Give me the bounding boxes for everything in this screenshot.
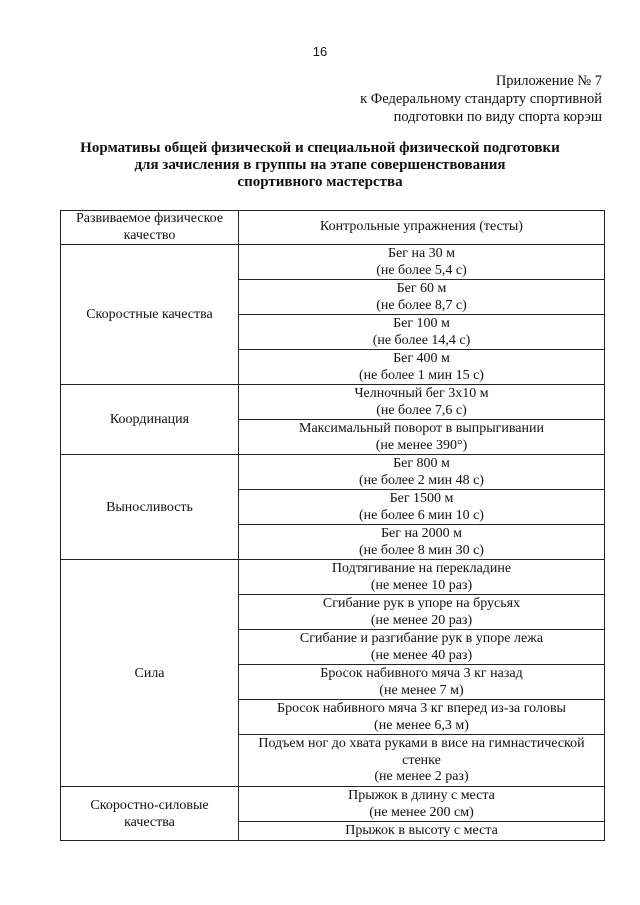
test-cell [239,735,605,787]
test-name: Подъем ног до хвата руками в висе на гимнастической стенке [258,736,585,768]
test-norm: (не более 2 мин 48 с) [359,472,484,488]
test-name: Бег 60 м [396,281,447,296]
appendix-line: Приложение № 7 [495,73,602,89]
title-line: спортивного мастерства [237,174,403,190]
test-name: Бег 1500 м [389,491,454,506]
test-cell [239,280,605,315]
test-name: Бег 400 м [393,351,450,366]
table-row [61,385,605,420]
standards-table [60,210,605,841]
quality-cell: Выносливость [61,455,239,560]
test-norm: (не более 5,4 с) [376,262,467,278]
test-cell [239,420,605,455]
test-cell [239,455,605,490]
test-norm: (не менее 390°) [375,437,468,453]
test-cell [239,665,605,700]
test-cell [239,385,605,420]
test-name: Прыжок в длину с места [348,788,495,803]
appendix-note [360,72,602,126]
test-cell [239,822,605,841]
test-name: Челночный бег 3x10 м [354,386,489,401]
test-cell [239,490,605,525]
test-cell [239,595,605,630]
table-row [61,245,605,280]
test-name: Прыжок в высоту с места [345,823,498,839]
test-name: Бросок набивного мяча 3 кг вперед из-за головы [277,701,566,716]
test-name: Бег на 30 м [387,246,456,261]
test-norm: (не менее 7 м) [379,682,464,698]
page-number: 16 [312,44,328,59]
test-name: Бег на 2000 м [380,526,463,541]
test-cell [239,630,605,665]
test-cell [239,560,605,595]
test-norm: (не более 14,4 с) [372,332,471,348]
title-line: Нормативы общей физической и специальной физической подготовки [80,140,560,156]
test-norm: (не менее 6,3 м) [374,717,469,733]
table-row [61,787,605,822]
test-name: Бег 800 м [393,456,450,471]
test-cell [239,315,605,350]
quality-cell: Сила [61,560,239,787]
test-norm: (не более 8 мин 30 с) [359,542,484,558]
test-name: Максимальный поворот в выпрыгивании [299,421,544,436]
quality-cell: Скоростные качества [61,245,239,385]
title-line: для зачисления в группы на этапе совершенствования [134,157,506,173]
test-cell [239,787,605,822]
table-row [61,560,605,595]
table-row [61,455,605,490]
test-norm: (не менее 10 раз) [370,577,473,593]
test-norm: (не менее 40 раз) [370,647,473,663]
table-header-row [61,211,605,245]
test-cell [239,525,605,560]
appendix-line: к Федеральному стандарту спортивной [360,91,602,107]
test-cell [239,350,605,385]
test-name: Бег 100 м [393,316,450,331]
test-name: Подтягивание на перекладине [331,561,512,576]
test-norm: (не более 8,7 с) [376,297,467,313]
quality-cell: Скоростно-силовые качества [61,787,239,841]
test-name: Сгибание рук в упоре на брусьях [322,596,521,611]
test-norm: (не менее 200 см) [369,804,474,820]
test-norm: (не более 1 мин 15 с) [359,367,484,383]
document-title [0,140,640,191]
header-tests: Контрольные упражнения (тесты) [239,211,605,245]
test-norm: (не более 7,6 с) [376,402,467,418]
appendix-line: подготовки по виду спорта корэш [393,109,602,125]
test-cell [239,245,605,280]
quality-cell: Координация [61,385,239,455]
test-name: Сгибание и разгибание рук в упоре лежа [299,631,544,646]
test-norm: (не более 6 мин 10 с) [359,507,484,523]
header-quality: Развиваемое физическое качество [61,211,239,245]
test-cell [239,700,605,735]
test-name: Бросок набивного мяча 3 кг назад [320,666,523,681]
test-norm: (не менее 20 раз) [370,612,473,628]
test-norm: (не менее 2 раз) [374,769,469,785]
